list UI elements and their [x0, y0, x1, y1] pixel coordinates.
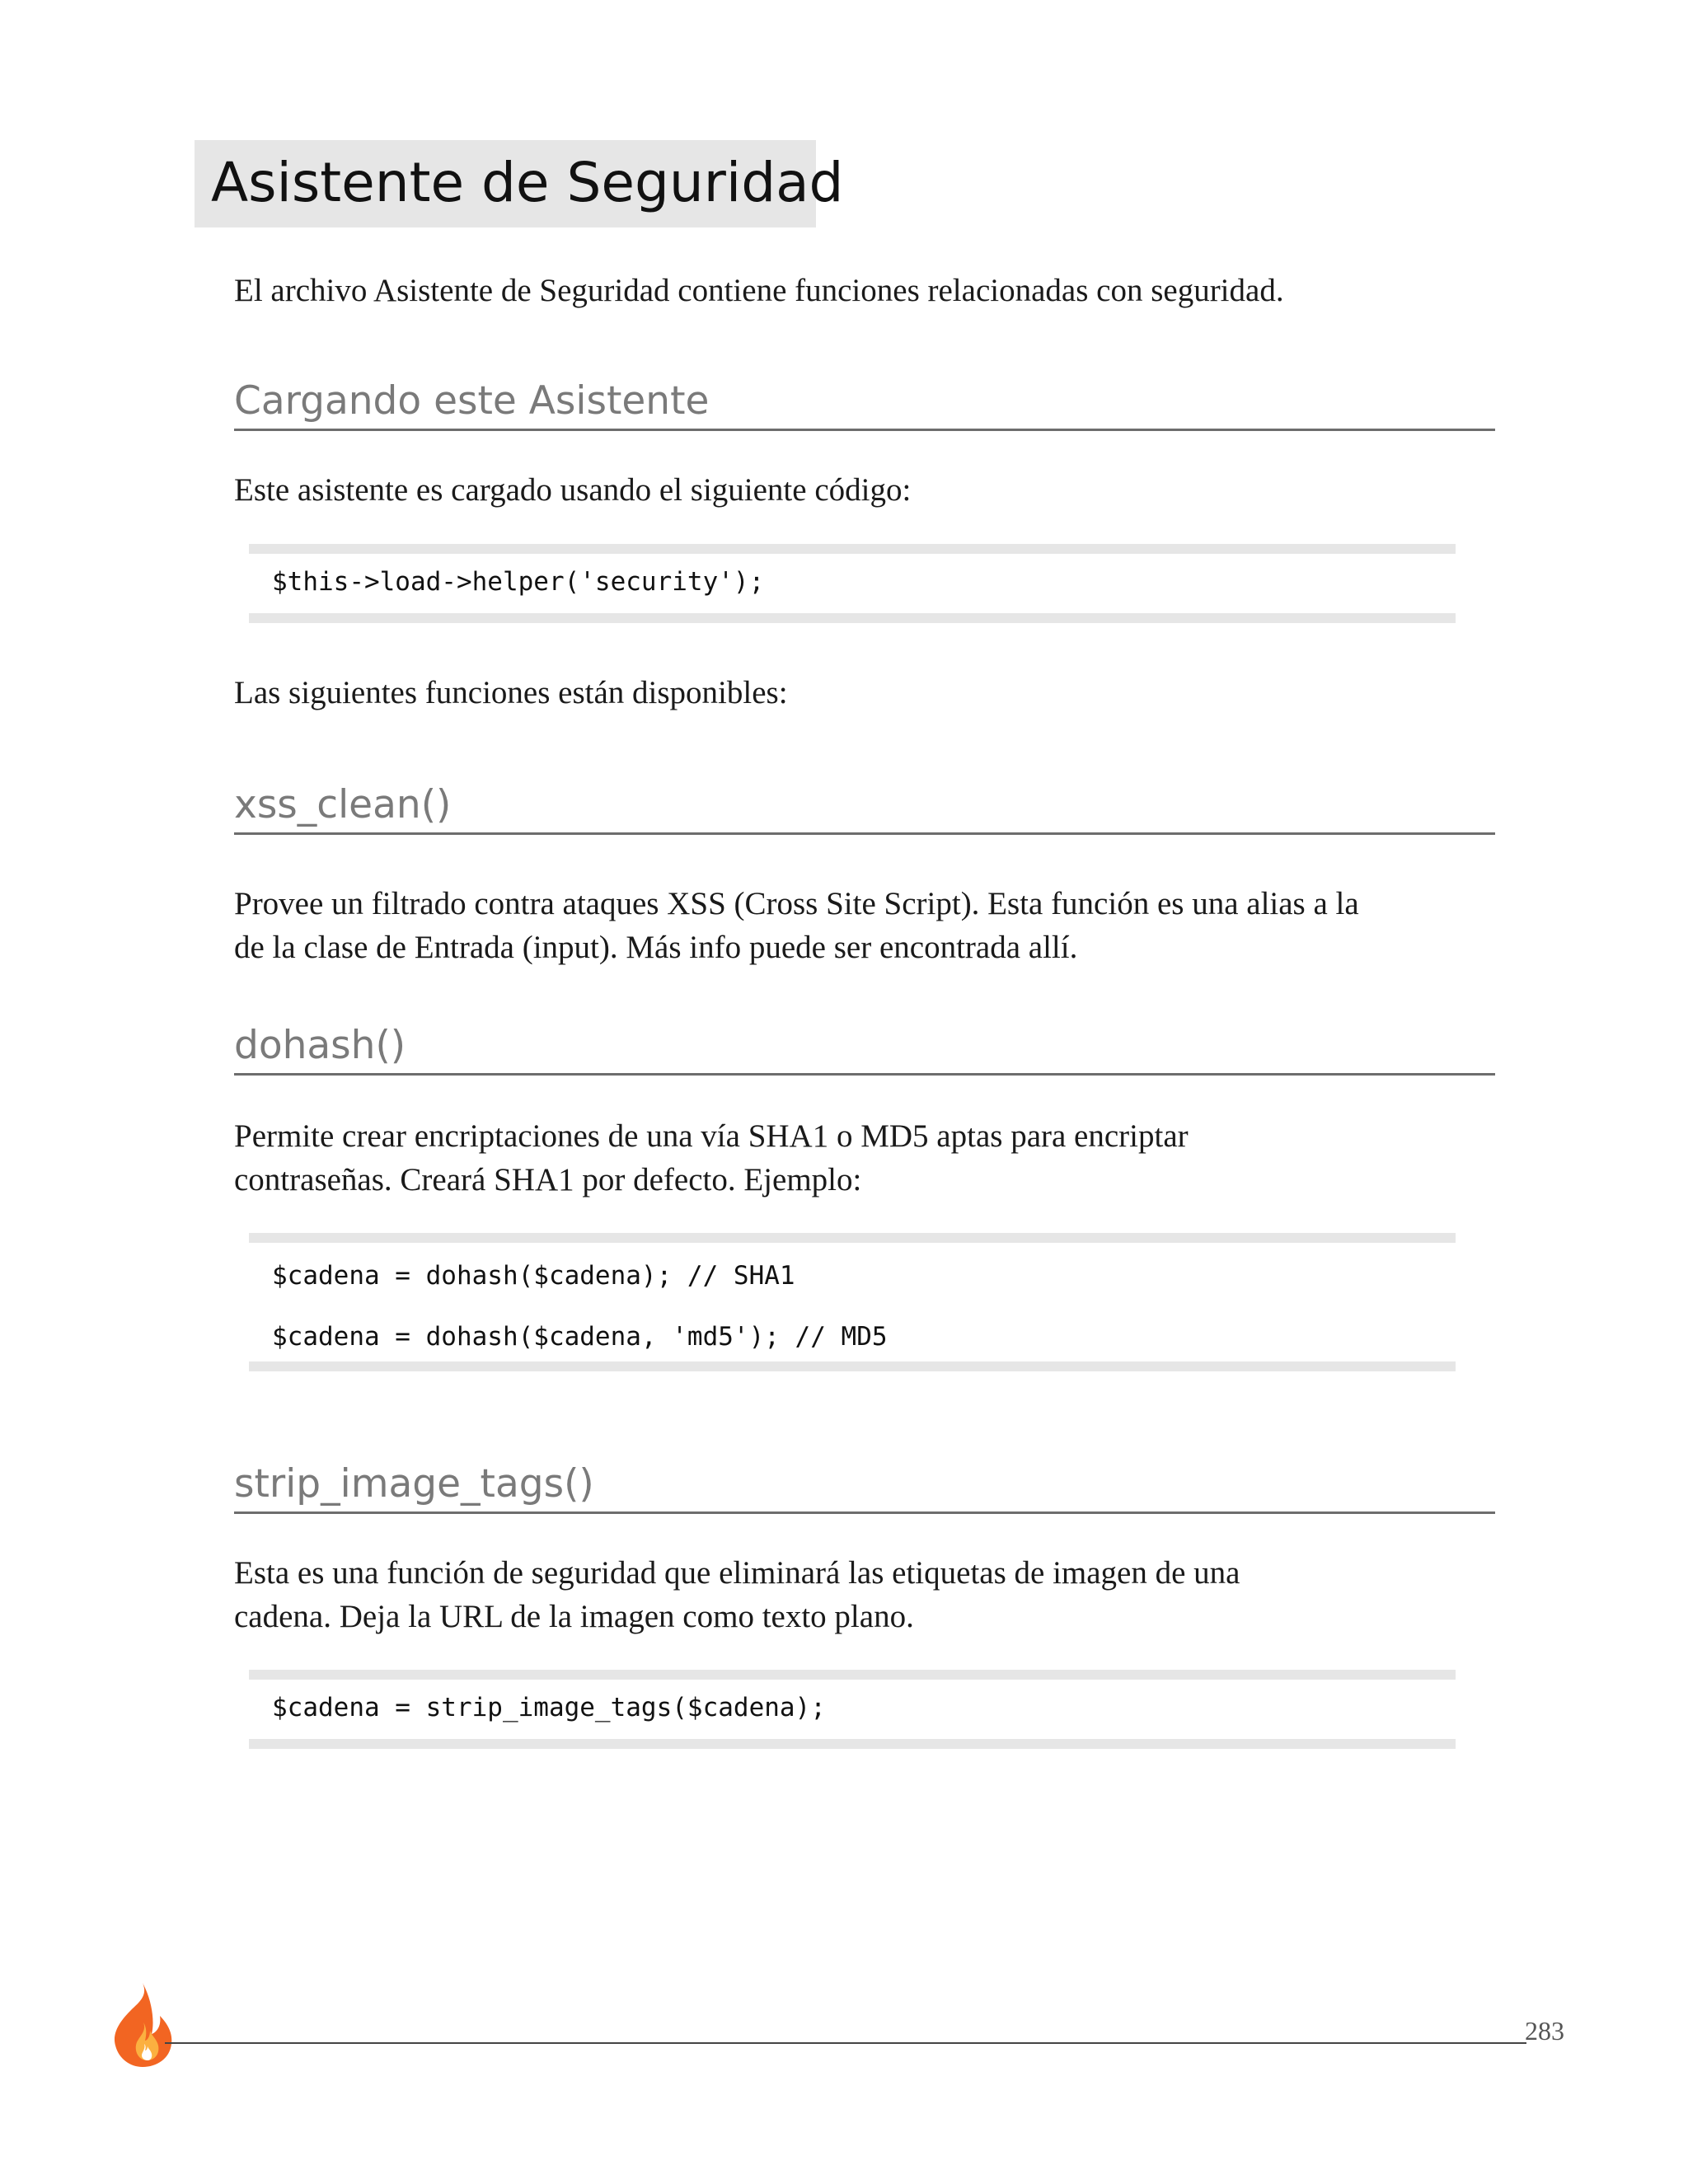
- section-heading-loading: Cargando este Asistente: [234, 377, 1495, 431]
- intro-text: El archivo Asistente de Seguridad contiene funciones relacionadas con seguridad.: [234, 273, 1284, 308]
- code-line: $cadena = dohash($cadena, 'md5'); // MD5: [272, 1322, 888, 1352]
- code-line: $cadena = strip_image_tags($cadena);: [272, 1693, 826, 1722]
- strip-image-tags-line-1: Esta es una función de seguridad que eliminará las etiquetas de imagen de una: [234, 1555, 1240, 1591]
- section-heading-strip-image-tags: strip_image_tags(): [234, 1460, 1495, 1514]
- code-block-dohash: [249, 1233, 1456, 1371]
- loading-text: Este asistente es cargado usando el siguiente código:: [234, 472, 912, 508]
- code-line: $cadena = dohash($cadena); // SHA1: [272, 1261, 795, 1291]
- page-title-box: [195, 140, 844, 227]
- code-block-loading: [249, 544, 1456, 623]
- footer-rule: [165, 2042, 1526, 2044]
- xss-clean-line-1: Provee un filtrado contra ataques XSS (Cross Site Script). Esta función es una alias a la: [234, 886, 1359, 921]
- section-heading-xss-clean: xss_clean(): [234, 781, 1495, 835]
- functions-available-text: Las siguientes funciones están disponibles:: [234, 675, 788, 710]
- dohash-line-1: Permite crear encriptaciones de una vía SHA1 o MD5 aptas para encriptar: [234, 1118, 1189, 1154]
- page-number: 283: [1525, 2016, 1564, 2046]
- code-line: $this->load->helper('security');: [272, 567, 765, 597]
- strip-image-tags-line-2: cadena. Deja la URL de la imagen como texto plano.: [234, 1599, 914, 1634]
- code-block-strip-image-tags: [249, 1670, 1456, 1749]
- page-title: Asistente de Seguridad: [211, 151, 844, 214]
- section-heading-dohash: dohash(): [234, 1022, 1495, 1076]
- xss-clean-line-2: de la clase de Entrada (input). Más info puede ser encontrada allí.: [234, 930, 1078, 965]
- flame-icon: [106, 1980, 180, 2070]
- dohash-line-2: contraseñas. Creará SHA1 por defecto. Ejemplo:: [234, 1162, 862, 1197]
